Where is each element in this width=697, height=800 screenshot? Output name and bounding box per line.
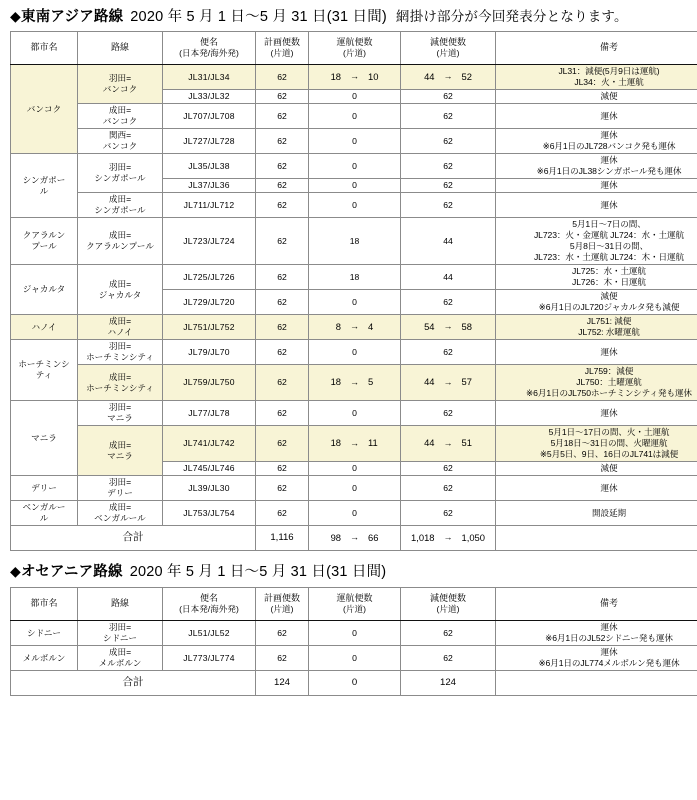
cell-route: 成田= ハノイ <box>78 315 163 340</box>
cell-reduced-flights: 44 <box>401 265 496 290</box>
section-heading-southeast-asia <box>10 0 687 31</box>
remark-line: 5月18日〜31日の間、火曜運航 <box>550 438 668 448</box>
cell-planned-flights: 62 <box>256 179 309 193</box>
cell-route: 羽田= シンガポール <box>78 154 163 193</box>
remark-line: 運休 <box>600 199 618 210</box>
cell-remarks <box>496 265 697 290</box>
remark-line: JL725：水・土運航 <box>572 266 646 276</box>
remark-line: ※6月1日のJL728バンコク発も運休 <box>542 141 676 151</box>
value-before: 44 <box>424 70 435 82</box>
table-row <box>11 426 697 462</box>
cell-reduced-flights: 44 <box>401 218 496 265</box>
cell-total-operated: 0 <box>309 671 401 696</box>
remark-line: JL752: 水曜運航 <box>578 327 640 337</box>
cell-route: 関西= バンコク <box>78 129 163 154</box>
cell-planned-flights: 62 <box>256 401 309 426</box>
value-before: 1,018 <box>411 531 435 543</box>
table-row <box>11 65 697 90</box>
remark-line: JL723：火・金運航 JL724：水・土運航 <box>533 230 685 240</box>
cell-remarks <box>496 193 697 218</box>
remark-line: 運休 <box>600 647 618 657</box>
arrow-icon: → <box>443 376 453 387</box>
cell-flight-number: JL51/JL52 <box>163 621 256 646</box>
cell-city: ハノイ <box>11 315 78 340</box>
remark-line: JL750：土曜運航 <box>576 377 642 387</box>
remark-line: 運休 <box>600 407 618 418</box>
cell-planned-flights: 62 <box>256 462 309 476</box>
remark-line: 5月1日〜7日の間、 <box>572 219 646 229</box>
value-after: 11 <box>368 437 378 449</box>
arrow-icon: → <box>443 437 453 448</box>
cell-planned-flights: 62 <box>256 621 309 646</box>
cell-flight-number: JL37/JL36 <box>163 179 256 193</box>
cell-planned-flights: 62 <box>256 90 309 104</box>
cell-total-planned: 124 <box>256 671 309 696</box>
cell-total-operated <box>309 526 401 551</box>
arrow-value-group <box>403 321 493 333</box>
column-header-planned-flights-sub: (片道) <box>270 48 294 59</box>
column-header-operated-flights-sub: (片道) <box>343 604 366 615</box>
cell-route: 羽田= デリー <box>78 476 163 501</box>
cell-flight-number: JL33/JL32 <box>163 90 256 104</box>
cell-reduced-flights <box>401 426 496 462</box>
cell-route: 成田= シンガポール <box>78 193 163 218</box>
table-row <box>11 501 697 526</box>
cell-flight-number: JL729/JL720 <box>163 290 256 315</box>
schedule-table-oceania <box>10 587 697 696</box>
cell-flight-number: JL31/JL34 <box>163 65 256 90</box>
cell-planned-flights: 62 <box>256 290 309 315</box>
cell-route: 成田= メルボルン <box>78 646 163 671</box>
value-before: 18 <box>330 70 341 82</box>
table-row <box>11 621 697 646</box>
total-row <box>11 526 697 551</box>
column-header-route: 路線 <box>78 588 163 621</box>
cell-operated-flights: 0 <box>309 290 401 315</box>
table-row <box>11 476 697 501</box>
arrow-icon: → <box>350 71 359 82</box>
cell-planned-flights: 62 <box>256 193 309 218</box>
cell-route: 羽田= マニラ <box>78 401 163 426</box>
remark-line: ※6月1日のJL774メルボルン発も運休 <box>538 658 680 668</box>
diamond-bullet-icon: ◆ <box>10 563 21 579</box>
cell-reduced-flights: 62 <box>401 621 496 646</box>
cell-remarks <box>496 179 697 193</box>
cell-planned-flights: 62 <box>256 129 309 154</box>
cell-operated-flights: 0 <box>309 90 401 104</box>
remark-line: JL726：木・日運航 <box>572 277 646 287</box>
value-before: 18 <box>330 376 341 388</box>
arrow-icon: → <box>443 532 453 543</box>
column-header-reduced-flights: 減便便数 (片道) <box>401 588 496 621</box>
cell-route: 成田= ジャカルタ <box>78 265 163 315</box>
cell-route: 成田= ホーチミンシティ <box>78 365 163 401</box>
cell-flight-number: JL753/JL754 <box>163 501 256 526</box>
value-before: 54 <box>424 320 435 332</box>
remark-line: ※6月1日のJL720ジャカルタ発も減便 <box>538 302 680 312</box>
column-header-remarks: 備考 <box>496 32 697 65</box>
column-header-planned-flights: 計画便数 (片道) <box>256 32 309 65</box>
cell-remarks <box>496 476 697 501</box>
table-row <box>11 193 697 218</box>
cell-operated-flights: 0 <box>309 462 401 476</box>
column-header-reduced-flights-sub: (片道) <box>436 604 460 615</box>
cell-operated-flights: 0 <box>309 179 401 193</box>
cell-operated-flights: 0 <box>309 193 401 218</box>
column-header-operated-flights: 運航便数 (片道) <box>309 588 401 621</box>
cell-city: クアラルン プール <box>11 218 78 265</box>
value-after: 58 <box>461 320 472 332</box>
value-before: 98 <box>330 531 341 543</box>
section-heading-oceania <box>10 551 687 587</box>
section-title-text: オセアニア路線 <box>20 564 123 580</box>
cell-operated-flights: 18 <box>309 265 401 290</box>
cell-planned-flights: 62 <box>256 365 309 401</box>
cell-city: ジャカルタ <box>11 265 78 315</box>
remark-line: JL759：減便 <box>584 366 634 376</box>
cell-planned-flights: 62 <box>256 154 309 179</box>
section-period-text: 2020 年 5 月 1 日〜5 月 31 日(31 日間) <box>129 564 387 580</box>
remark-line: 5月8日〜31日の間、 <box>569 241 649 251</box>
cell-remarks <box>496 154 697 179</box>
arrow-value-group <box>403 71 493 83</box>
section-title-text: 東南アジア路線 <box>20 9 124 25</box>
remark-line: JL34：火・土運航 <box>574 77 644 87</box>
cell-remarks <box>496 218 697 265</box>
column-header-flight: 便名 (日本発/海外発) <box>163 588 256 621</box>
column-header-flight-sub: (日本発/海外発) <box>179 48 239 59</box>
cell-flight-number: JL77/JL78 <box>163 401 256 426</box>
cell-total-reduced <box>401 526 496 551</box>
remark-line: JL723：水・土運航 JL724：木・日運航 <box>533 252 685 262</box>
cell-operated-flights: 0 <box>309 401 401 426</box>
cell-reduced-flights: 62 <box>401 104 496 129</box>
cell-flight-number: JL723/JL724 <box>163 218 256 265</box>
arrow-icon: → <box>443 321 453 332</box>
cell-flight-number: JL727/JL728 <box>163 129 256 154</box>
cell-remarks <box>496 426 697 462</box>
cell-operated-flights: 0 <box>309 340 401 365</box>
remark-line: JL31：減便(5月9日は運航) <box>558 66 660 76</box>
column-header-reduced-flights-sub: (片道) <box>436 48 460 59</box>
cell-city: ホーチミンシ ティ <box>11 340 78 401</box>
column-header-operated-flights: 運航便数 (片道) <box>309 32 401 65</box>
value-after: 10 <box>368 70 379 82</box>
cell-city: マニラ <box>11 401 78 476</box>
table-row <box>11 365 697 401</box>
total-row <box>11 671 697 696</box>
cell-operated-flights: 0 <box>309 476 401 501</box>
cell-route: 成田= マニラ <box>78 426 163 476</box>
cell-route: 羽田= バンコク <box>78 65 163 104</box>
column-header-city: 都市名 <box>11 32 78 65</box>
cell-reduced-flights: 62 <box>401 90 496 104</box>
remark-line: ※6月1日のJL38シンガポール発も運休 <box>536 166 682 176</box>
cell-remarks <box>496 621 697 646</box>
table-row <box>11 646 697 671</box>
table-row <box>11 129 697 154</box>
remark-line: 開設延期 <box>592 507 626 518</box>
cell-remarks <box>496 129 697 154</box>
remark-line: ※6月1日のJL52シドニー発も運休 <box>545 633 673 643</box>
value-after: 5 <box>368 376 374 388</box>
value-after: 4 <box>368 320 374 332</box>
cell-city: バンコク <box>11 65 78 154</box>
remark-line: 運休 <box>600 180 618 190</box>
arrow-value-group <box>311 376 398 388</box>
cell-planned-flights: 62 <box>256 501 309 526</box>
header-row <box>11 32 697 65</box>
column-header-city: 都市名 <box>11 588 78 621</box>
arrow-value-group <box>403 437 493 449</box>
value-after: 52 <box>461 70 472 82</box>
remark-line: 運休 <box>600 622 618 632</box>
cell-flight-number: JL35/JL38 <box>163 154 256 179</box>
cell-operated-flights: 0 <box>309 104 401 129</box>
table-row <box>11 401 697 426</box>
cell-remarks <box>496 646 697 671</box>
cell-reduced-flights <box>401 365 496 401</box>
column-header-flight-sub: (日本発/海外発) <box>179 604 239 615</box>
cell-remarks <box>496 104 697 129</box>
cell-planned-flights: 62 <box>256 104 309 129</box>
cell-planned-flights: 62 <box>256 646 309 671</box>
value-before: 44 <box>424 437 435 449</box>
cell-city: シンガポー ル <box>11 154 78 218</box>
cell-flight-number: JL759/JL750 <box>163 365 256 401</box>
diamond-bullet-icon: ◆ <box>10 8 21 24</box>
cell-reduced-flights: 62 <box>401 501 496 526</box>
cell-reduced-flights <box>401 315 496 340</box>
cell-planned-flights: 62 <box>256 426 309 462</box>
cell-operated-flights: 0 <box>309 129 401 154</box>
cell-operated-flights <box>309 426 401 462</box>
column-header-remarks: 備考 <box>496 588 697 621</box>
cell-route: 羽田= ホーチミンシティ <box>78 340 163 365</box>
cell-flight-number: JL711/JL712 <box>163 193 256 218</box>
cell-remarks <box>496 401 697 426</box>
cell-reduced-flights: 62 <box>401 476 496 501</box>
cell-reduced-flights: 62 <box>401 179 496 193</box>
cell-remarks <box>496 501 697 526</box>
remark-line: 減便 <box>600 291 618 301</box>
column-header-reduced-flights: 減便便数 (片道) <box>401 32 496 65</box>
cell-flight-number: JL725/JL726 <box>163 265 256 290</box>
arrow-value-group <box>311 437 398 449</box>
schedule-table-southeast-asia <box>10 31 697 551</box>
cell-remarks <box>496 462 697 476</box>
cell-planned-flights: 62 <box>256 265 309 290</box>
column-header-planned-flights-sub: (片道) <box>270 604 294 615</box>
column-header-planned-flights: 計画便数 (片道) <box>256 588 309 621</box>
header-row <box>11 588 697 621</box>
arrow-icon: → <box>443 71 453 82</box>
value-after: 66 <box>368 531 379 543</box>
cell-operated-flights: 0 <box>309 621 401 646</box>
remark-line: 運休 <box>600 155 618 165</box>
cell-remarks <box>496 290 697 315</box>
arrow-value-group <box>311 71 398 83</box>
cell-operated-flights: 0 <box>309 646 401 671</box>
value-before: 8 <box>335 320 341 332</box>
table-body <box>11 621 697 696</box>
cell-city: デリー <box>11 476 78 501</box>
cell-operated-flights: 18 <box>309 218 401 265</box>
table-header <box>11 588 697 621</box>
table-row <box>11 104 697 129</box>
cell-reduced-flights: 62 <box>401 462 496 476</box>
cell-total-remarks <box>496 671 697 696</box>
cell-planned-flights: 62 <box>256 218 309 265</box>
cell-remarks <box>496 65 697 90</box>
arrow-icon: → <box>350 532 359 543</box>
column-header-flight: 便名 (日本発/海外発) <box>163 32 256 65</box>
cell-route: 成田= ベンガルール <box>78 501 163 526</box>
arrow-icon: → <box>350 376 359 387</box>
cell-route: 成田= クアラルンプール <box>78 218 163 265</box>
cell-remarks <box>496 365 697 401</box>
cell-operated-flights <box>309 365 401 401</box>
cell-city: メルボルン <box>11 646 78 671</box>
cell-planned-flights: 62 <box>256 315 309 340</box>
value-after: 57 <box>461 376 472 388</box>
cell-operated-flights <box>309 315 401 340</box>
cell-remarks <box>496 315 697 340</box>
section-period-text: 2020 年 5 月 1 日〜5 月 31 日(31 日間) <box>130 9 387 25</box>
cell-reduced-flights: 62 <box>401 401 496 426</box>
cell-flight-number: JL39/JL30 <box>163 476 256 501</box>
cell-city: ベンガルー ル <box>11 501 78 526</box>
cell-reduced-flights: 62 <box>401 646 496 671</box>
cell-planned-flights: 62 <box>256 65 309 90</box>
cell-flight-number: JL707/JL708 <box>163 104 256 129</box>
remark-line: 運休 <box>600 110 618 121</box>
remark-line: 減便 <box>600 91 618 101</box>
table-row <box>11 265 697 290</box>
column-header-route: 路線 <box>78 32 163 65</box>
cell-total-label: 合計 <box>11 526 256 551</box>
cell-reduced-flights: 62 <box>401 193 496 218</box>
value-before: 44 <box>424 376 435 388</box>
cell-route: 成田= バンコク <box>78 104 163 129</box>
arrow-value-group <box>311 532 398 544</box>
table-row <box>11 315 697 340</box>
remark-line: ※5月5日、9日、16日のJL741は減便 <box>539 449 679 459</box>
cell-reduced-flights: 62 <box>401 290 496 315</box>
arrow-icon: → <box>350 321 359 332</box>
value-after: 51 <box>461 437 472 449</box>
remark-line: 減便 <box>600 463 618 473</box>
cell-reduced-flights <box>401 65 496 90</box>
value-before: 18 <box>330 437 341 449</box>
cell-operated-flights: 0 <box>309 154 401 179</box>
cell-remarks <box>496 90 697 104</box>
cell-planned-flights: 62 <box>256 476 309 501</box>
remark-line: 運休 <box>600 346 618 357</box>
cell-reduced-flights: 62 <box>401 340 496 365</box>
cell-flight-number: JL751/JL752 <box>163 315 256 340</box>
cell-reduced-flights: 62 <box>401 154 496 179</box>
value-after: 1,050 <box>461 531 485 543</box>
cell-total-planned: 1,116 <box>256 526 309 551</box>
table-header <box>11 32 697 65</box>
cell-remarks <box>496 340 697 365</box>
remark-line: 運休 <box>600 482 618 493</box>
cell-total-label: 合計 <box>11 671 256 696</box>
remark-line: JL751: 減便 <box>586 316 632 326</box>
remark-line: 運休 <box>600 130 618 140</box>
table-row <box>11 340 697 365</box>
cell-flight-number: JL745/JL746 <box>163 462 256 476</box>
arrow-value-group <box>403 532 493 544</box>
cell-reduced-flights: 62 <box>401 129 496 154</box>
cell-total-remarks <box>496 526 697 551</box>
section-note-text: 網掛け部分が今回発表分となります。 <box>395 9 628 24</box>
cell-operated-flights <box>309 65 401 90</box>
remark-line: ※6月1日のJL750ホーチミンシティ発も運休 <box>526 388 692 398</box>
table-row <box>11 218 697 265</box>
remark-line: 5月1日〜17日の間、火・土運航 <box>548 427 670 437</box>
table-row <box>11 154 697 179</box>
cell-flight-number: JL741/JL742 <box>163 426 256 462</box>
cell-flight-number: JL79/JL70 <box>163 340 256 365</box>
cell-operated-flights: 0 <box>309 501 401 526</box>
cell-city: シドニー <box>11 621 78 646</box>
cell-flight-number: JL773/JL774 <box>163 646 256 671</box>
cell-planned-flights: 62 <box>256 340 309 365</box>
column-header-operated-flights-sub: (片道) <box>343 48 366 59</box>
arrow-value-group <box>311 321 398 333</box>
sections-container <box>10 0 692 696</box>
arrow-value-group <box>403 376 493 388</box>
table-body <box>11 65 697 551</box>
cell-total-reduced: 124 <box>401 671 496 696</box>
cell-route: 羽田= シドニー <box>78 621 163 646</box>
arrow-icon: → <box>350 437 359 448</box>
